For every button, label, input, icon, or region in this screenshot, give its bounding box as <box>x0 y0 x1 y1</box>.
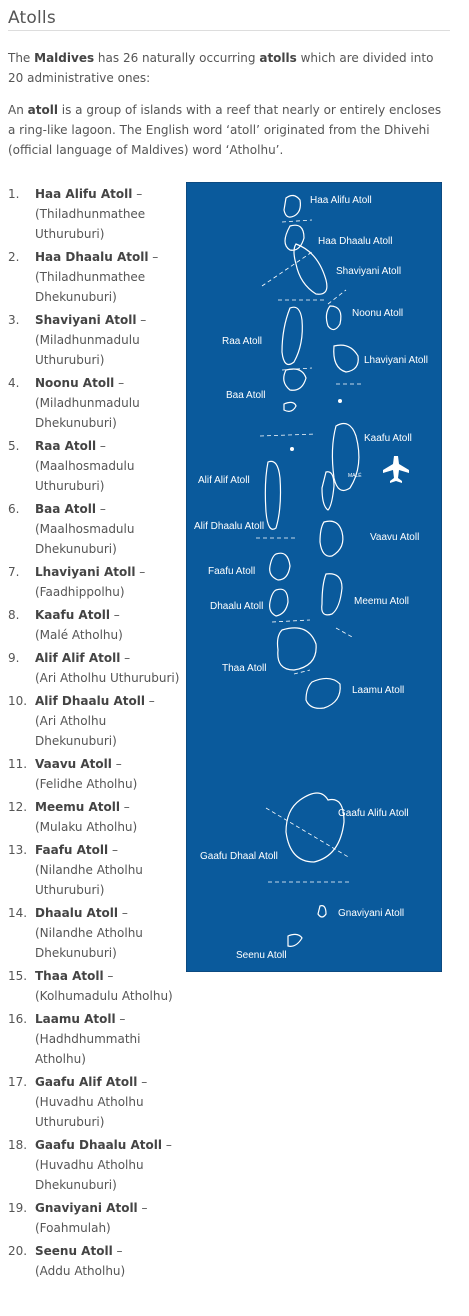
list-number: 5. <box>8 439 20 453</box>
map-label-alif-dhaalu: Alif Dhaalu Atoll <box>194 521 265 532</box>
list-number: 3. <box>8 313 20 327</box>
atoll-dash: – <box>96 439 106 453</box>
map-label-raa: Raa Atoll <box>222 336 263 347</box>
intro-paragraph-2 <box>8 100 448 160</box>
map-marker <box>338 399 342 403</box>
atoll-local-name: (Foahmulah) <box>35 1221 111 1235</box>
map-label-haa-dhaalu: Haa Dhaalu Atoll <box>318 236 393 247</box>
atoll-dash: – <box>96 502 106 516</box>
map-label-male: MALÉ <box>348 473 362 479</box>
atolls-keyword: atolls <box>259 51 297 65</box>
atoll-list-item <box>8 1135 183 1195</box>
list-number: 1. <box>8 187 20 201</box>
atoll-dash: – <box>148 250 159 264</box>
atoll-dash: – <box>114 376 125 390</box>
atoll-name: Kaafu Atoll <box>35 608 110 622</box>
atoll-dash: – <box>108 843 118 857</box>
atoll-list-item <box>8 562 183 602</box>
map-label-vaavu: Vaavu Atoll <box>370 532 420 543</box>
atoll-local-name: (Ari Atholhu Uthuruburi) <box>35 671 180 685</box>
atoll-local-name: (Maalhosmadulu Uthuruburi) <box>35 459 135 493</box>
maldives-keyword: Maldives <box>34 51 95 65</box>
atoll-list-item <box>8 691 183 751</box>
atoll-dash: – <box>136 313 147 327</box>
list-number: 11. <box>8 757 28 771</box>
atoll-local-name: (Huvadhu Atholhu Uthuruburi) <box>35 1095 144 1129</box>
map-label-noonu: Noonu Atoll <box>352 308 404 319</box>
atoll-name: Gaafu Alif Atoll <box>35 1075 138 1089</box>
map-label-gaafu-alifu: Gaafu Alifu Atoll <box>338 808 409 819</box>
map-label-gnaviyani: Gnaviyani Atoll <box>338 908 405 919</box>
map-marker <box>290 447 294 451</box>
atoll-dash: – <box>115 1012 126 1026</box>
list-number: 15. <box>8 969 28 983</box>
atoll-dash: – <box>118 906 128 920</box>
map-label-dhaalu: Dhaalu Atoll <box>210 601 264 612</box>
list-number: 13. <box>8 843 28 857</box>
list-number: 20. <box>8 1244 28 1258</box>
list-number: 18. <box>8 1138 28 1152</box>
atoll-local-name: (Nilandhe Atholhu Uthuruburi) <box>35 863 143 897</box>
atoll-name: Meemu Atoll <box>35 800 120 814</box>
atoll-name: Faafu Atoll <box>35 843 109 857</box>
map-label-shaviyani: Shaviyani Atoll <box>336 266 402 277</box>
atoll-name: Seenu Atoll <box>35 1244 113 1258</box>
atoll-dash: – <box>144 694 155 708</box>
list-number: 7. <box>8 565 20 579</box>
intro-paragraph-1 <box>8 48 448 88</box>
intro-text: is a group of islands with a reef that nearly or entirely encloses a ring-like lagoon. The English word ‘atoll’ originated from the Dhivehi (official language of Maldives) word ‘Atholhu’. <box>8 103 442 157</box>
atoll-list-item <box>8 184 183 244</box>
list-number: 6. <box>8 502 20 516</box>
list-number: 19. <box>8 1201 28 1215</box>
page-title: Atolls <box>8 8 56 28</box>
map-label-lhaviyani: Lhaviyani Atoll <box>364 355 428 366</box>
atoll-local-name: (Faadhippolhu) <box>35 585 125 599</box>
list-number: 9. <box>8 651 20 665</box>
atoll-name: Thaa Atoll <box>35 969 104 983</box>
map-label-meemu: Meemu Atoll <box>354 596 410 607</box>
atoll-name: Baa Atoll <box>35 502 97 516</box>
atoll-list <box>8 184 183 1284</box>
atoll-list-item <box>8 605 183 645</box>
atoll-name: Alif Dhaalu Atoll <box>35 694 145 708</box>
atoll-dash: – <box>132 187 143 201</box>
atoll-name: Lhaviyani Atoll <box>35 565 136 579</box>
intro-text: has 26 naturally occurring <box>94 51 260 65</box>
list-number: 8. <box>8 608 20 622</box>
atoll-list-item <box>8 648 183 688</box>
atoll-local-name: (Kolhumadulu Atholhu) <box>35 989 173 1003</box>
intro-text: which are divided into 20 administrative ones: <box>8 51 434 85</box>
atoll-dash: – <box>111 757 122 771</box>
atoll-local-name: (Thiladhunmathee Uthuruburi) <box>35 207 146 241</box>
atoll-list-item <box>8 436 183 496</box>
atoll-local-name: (Maalhosmadulu Dhekunuburi) <box>35 522 135 556</box>
atoll-local-name: (Hadhdhummathi Atholhu) <box>35 1032 141 1066</box>
map-label-thaa: Thaa Atoll <box>222 663 267 674</box>
atoll-local-name: (Ari Atholhu Dhekunuburi) <box>35 714 117 748</box>
title-divider <box>8 30 450 31</box>
atoll-name: Laamu Atoll <box>35 1012 116 1026</box>
atoll-list-item <box>8 1198 183 1238</box>
atoll-keyword: atoll <box>27 103 58 117</box>
atoll-list-item <box>8 1009 183 1069</box>
intro-text: The <box>8 51 35 65</box>
atoll-list-item <box>8 754 183 794</box>
atoll-list-item <box>8 840 183 900</box>
atoll-dash: – <box>137 1201 148 1215</box>
map-label-faafu: Faafu Atoll <box>208 566 256 577</box>
atoll-list-item <box>8 903 183 963</box>
atoll-dash: – <box>162 1138 172 1152</box>
atoll-name: Dhaalu Atoll <box>35 906 119 920</box>
intro-text: An <box>8 103 28 117</box>
atoll-dash: – <box>119 800 130 814</box>
atoll-list-item <box>8 499 183 559</box>
atoll-dash: – <box>109 608 120 622</box>
atoll-name: Haa Dhaalu Atoll <box>35 250 149 264</box>
list-number: 4. <box>8 376 20 390</box>
map-label-baa: Baa Atoll <box>226 390 266 401</box>
atoll-local-name: (Miladhunmadulu Dhekunuburi) <box>35 396 140 430</box>
atoll-local-name: (Huvadhu Atholhu Dhekunuburi) <box>35 1158 144 1192</box>
atoll-local-name: (Malé Atholhu) <box>35 628 123 642</box>
atoll-name: Gaafu Dhaalu Atoll <box>35 1138 163 1152</box>
atoll-local-name: (Addu Atholhu) <box>35 1264 126 1278</box>
list-number: 14. <box>8 906 28 920</box>
atoll-name: Shaviyani Atoll <box>35 313 137 327</box>
list-number: 10. <box>8 694 28 708</box>
maldives-atoll-map <box>186 182 442 972</box>
atoll-list-item <box>8 373 183 433</box>
atoll-dash: – <box>120 651 131 665</box>
atoll-local-name: (Mulaku Atholhu) <box>35 820 138 834</box>
atoll-name: Raa Atoll <box>35 439 97 453</box>
map-label-seenu: Seenu Atoll <box>236 950 287 961</box>
map-label-kaafu: Kaafu Atoll <box>364 433 412 444</box>
map-label-alif-alif: Alif Alif Atoll <box>198 475 250 486</box>
atoll-name: Haa Alifu Atoll <box>35 187 133 201</box>
atoll-dash: – <box>137 1075 148 1089</box>
atoll-dash: – <box>103 969 114 983</box>
atoll-list-item <box>8 310 183 370</box>
list-number: 17. <box>8 1075 28 1089</box>
list-number: 2. <box>8 250 20 264</box>
list-number: 16. <box>8 1012 28 1026</box>
map-label-laamu: Laamu Atoll <box>352 685 405 696</box>
atoll-list-item <box>8 247 183 307</box>
atoll-name: Gnaviyani Atoll <box>35 1201 138 1215</box>
map-label-haa-alifu: Haa Alifu Atoll <box>310 195 372 206</box>
atoll-list-item <box>8 1072 183 1132</box>
atoll-dash: – <box>135 565 146 579</box>
atoll-list-item <box>8 797 183 837</box>
atoll-name: Noonu Atoll <box>35 376 115 390</box>
atoll-local-name: (Thiladhunmathee Dhekunuburi) <box>35 270 146 304</box>
atoll-list-item <box>8 966 183 1006</box>
atoll-list-item <box>8 1241 183 1281</box>
atoll-name: Alif Alif Atoll <box>35 651 121 665</box>
atoll-name: Vaavu Atoll <box>35 757 112 771</box>
atoll-local-name: (Miladhunmadulu Uthuruburi) <box>35 333 140 367</box>
map-label-gaafu-dhaal: Gaafu Dhaal Atoll <box>200 851 278 862</box>
atoll-dash: – <box>112 1244 123 1258</box>
atoll-local-name: (Felidhe Atholhu) <box>35 777 138 791</box>
atoll-local-name: (Nilandhe Atholhu Dhekunuburi) <box>35 926 143 960</box>
list-number: 12. <box>8 800 28 814</box>
